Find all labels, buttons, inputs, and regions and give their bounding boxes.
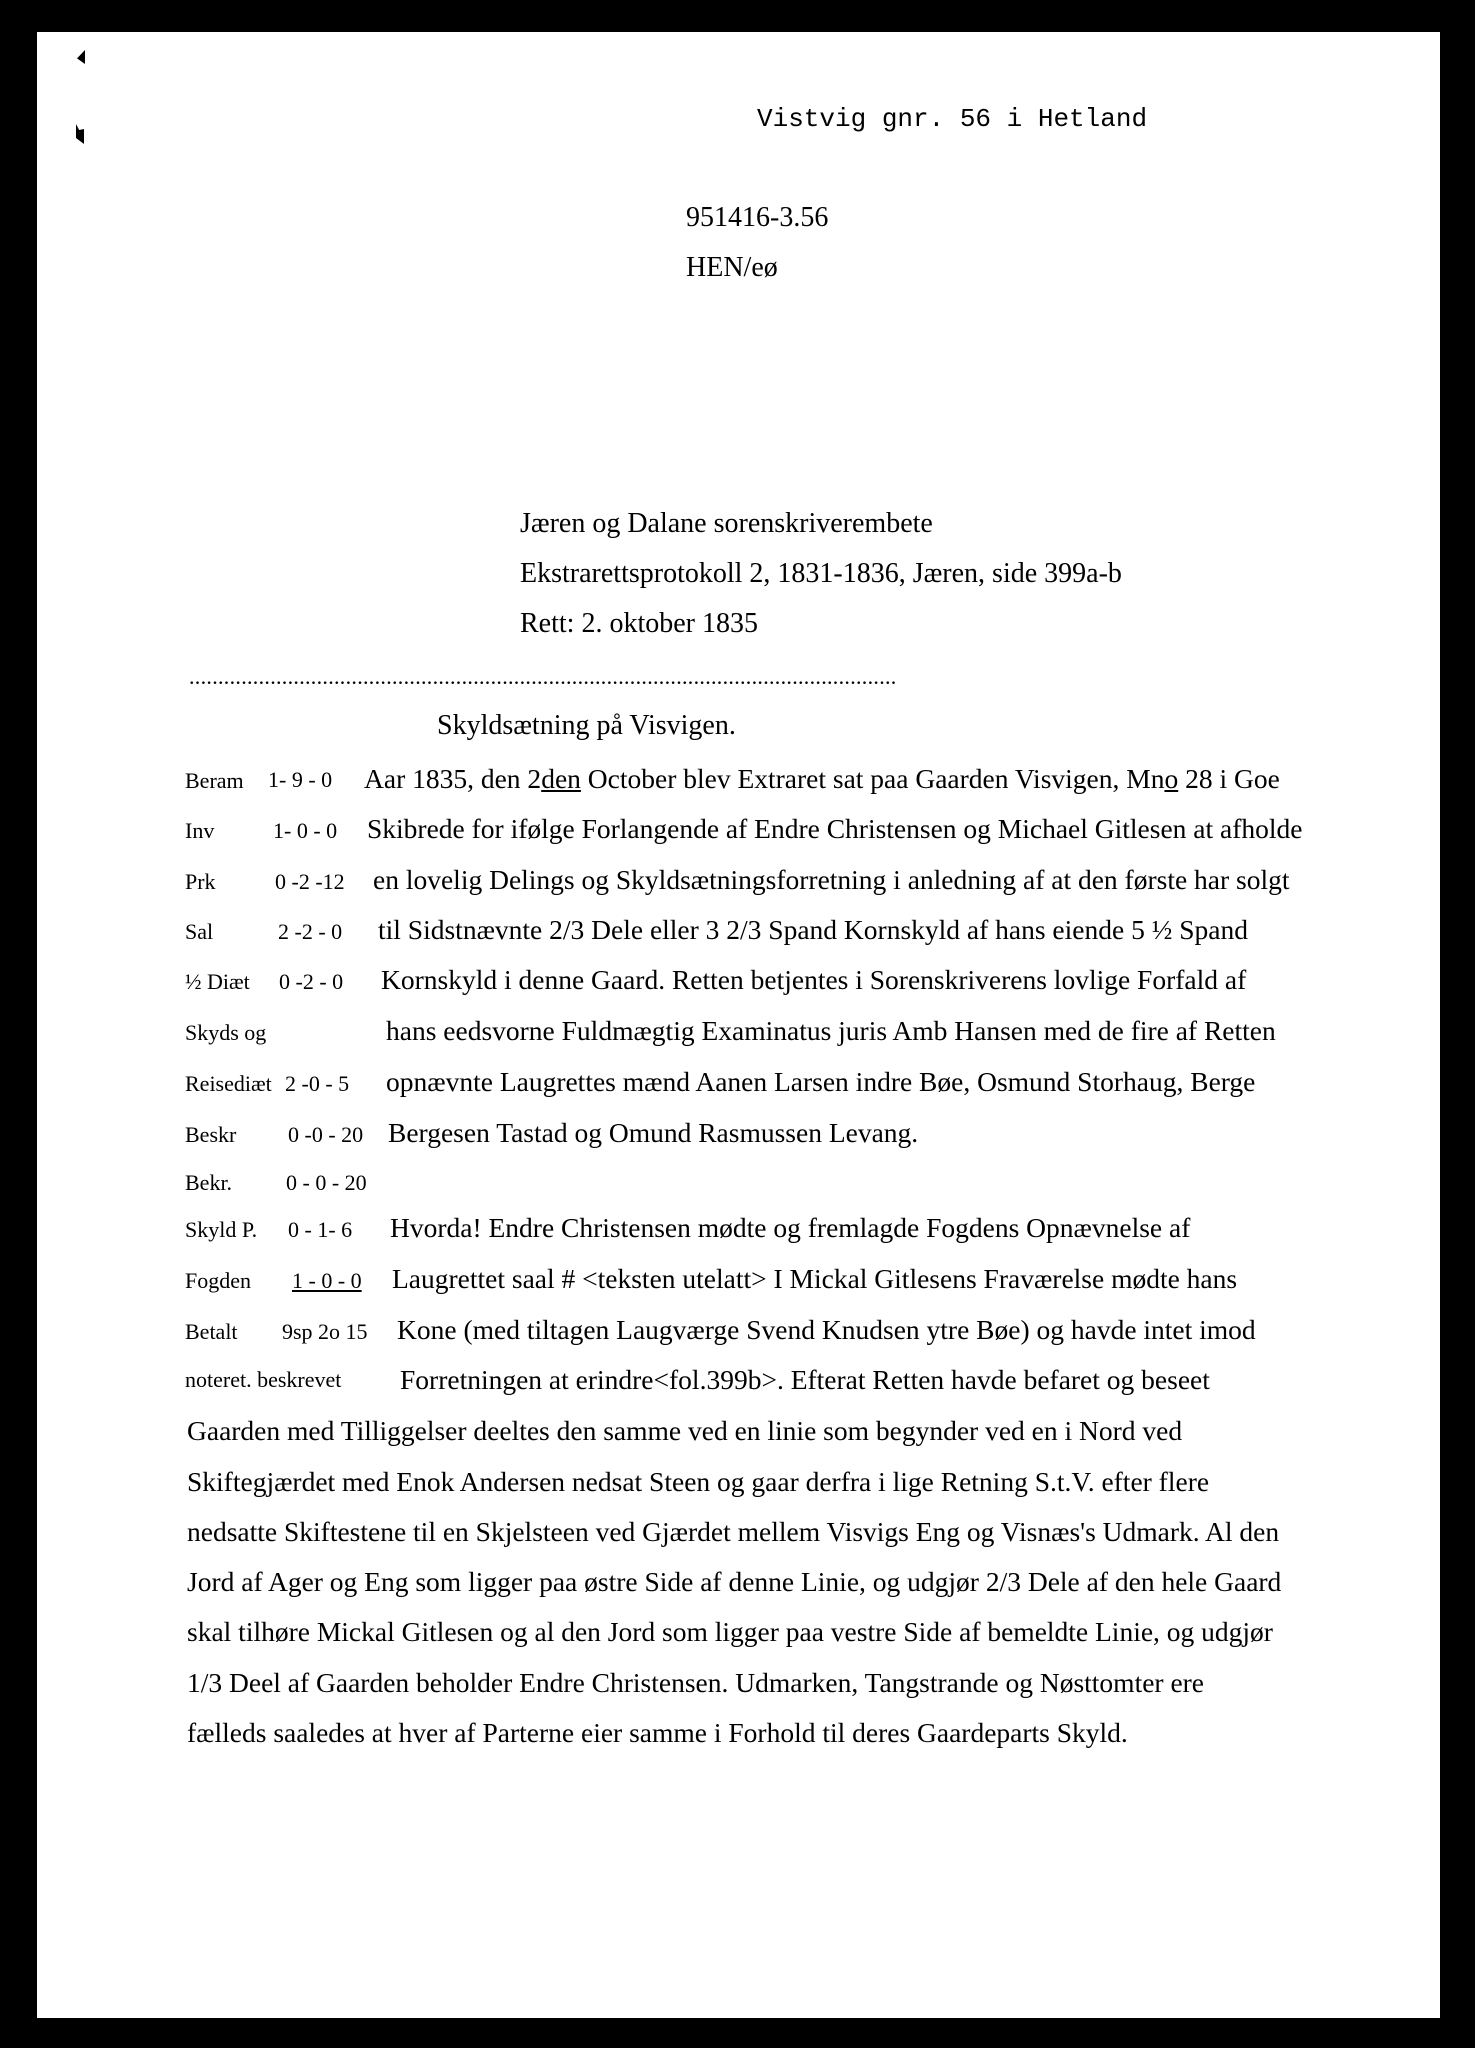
ledger-label: Fogden xyxy=(185,1268,251,1293)
separator: .......................................................................................................................... xyxy=(189,664,897,689)
ledger-value: 2 -2 - 0 xyxy=(278,919,343,944)
page-title: Vistvig gnr. 56 i Hetland xyxy=(757,104,1148,134)
body-line: Hvorda! Endre Christensen mødte og fremlagde Fogdens Opnævnelse af xyxy=(390,1212,1191,1243)
ledger-label: noteret. beskrevet xyxy=(185,1367,342,1392)
ledger-label: Prk xyxy=(185,869,216,894)
body-line: nedsatte Skiftestene til en Skjelsteen ved Gjærdet mellem Visvigs Eng og Visnæs's Udmark. Al den xyxy=(187,1516,1280,1547)
ledger-label: Bekr. xyxy=(185,1170,233,1195)
ledger-value: 0 -2 -12 xyxy=(275,869,345,894)
ledger-value: 9sp 2o 15 xyxy=(282,1319,368,1344)
ledger-value: 0 - 1- 6 xyxy=(288,1217,353,1242)
ledger-value: 1- 9 - 0 xyxy=(268,767,333,792)
ledger-value: 1 - 0 - 0 xyxy=(292,1268,362,1293)
body-line: fælleds saaledes at hver af Parterne eier samme i Forhold til deres Gaardeparts Skyld. xyxy=(187,1717,1128,1748)
body-line: Skibrede for ifølge Forlangende af Endre Christensen og Michael Gitlesen at afholde xyxy=(367,813,1303,844)
body-line: skal tilhøre Mickal Gitlesen og al den Jord som ligger paa vestre Side af bemeldte Linie, og udgjør xyxy=(187,1616,1273,1647)
ledger-label: Beskr xyxy=(185,1122,237,1147)
source-protocol: Ekstrarettsprotokoll 2, 1831-1836, Jæren, side 399a-b xyxy=(520,558,1122,589)
ledger-value: 0 - 0 - 20 xyxy=(286,1170,367,1195)
body-line: opnævnte Laugrettes mænd Aanen Larsen indre Bøe, Osmund Storhaug, Berge xyxy=(386,1066,1256,1097)
body-line: Jord af Ager og Eng som ligger paa østre Side af denne Linie, og udgjør 2/3 Dele af den hele Gaard xyxy=(187,1566,1282,1597)
ref-initials: HEN/eø xyxy=(686,252,778,283)
body-line: til Sidstnævnte 2/3 Dele eller 3 2/3 Spand Kornskyld af hans eiende 5 ½ Spand xyxy=(378,914,1248,945)
ledger-label: Inv xyxy=(185,818,215,843)
ledger-label: Reisediæt xyxy=(185,1071,272,1096)
source-office: Jæren og Dalane sorenskriverembete xyxy=(520,508,933,539)
body-line: Gaarden med Tilliggelser deeltes den samme ved en linie som begynder ved en i Nord ved xyxy=(187,1415,1183,1446)
section-heading: Skyldsætning på Visvigen. xyxy=(437,710,736,741)
source-court-date: Rett: 2. oktober 1835 xyxy=(520,608,758,639)
body-line: Aar 1835, den 2den October blev Extraret sat paa Gaarden Visvigen, Mno 28 i Goe xyxy=(364,763,1280,794)
body-line: Bergesen Tastad og Omund Rasmussen Levang. xyxy=(388,1117,919,1148)
ledger-value: 2 -0 - 5 xyxy=(285,1071,350,1096)
body-line: Skiftegjærdet med Enok Andersen nedsat Steen og gaar derfra i lige Retning S.t.V. efter flere xyxy=(187,1466,1210,1497)
body-line: Laugrettet saal # <teksten utelatt> I Mickal Gitlesens Fraværelse mødte hans xyxy=(392,1263,1238,1294)
ledger-label: Skyds og xyxy=(185,1020,267,1045)
ledger-label: Beram xyxy=(185,768,244,793)
body-line: Kone (med tiltagen Laugværge Svend Knudsen ytre Bøe) og havde intet imod xyxy=(397,1314,1256,1345)
body-line: Forretningen at erindre<fol.399b>. Efterat Retten havde befaret og beseet xyxy=(400,1364,1210,1395)
ledger-label: ½ Diæt xyxy=(185,969,250,994)
ledger-label: Sal xyxy=(185,919,214,944)
body-line: en lovelig Delings og Skyldsætningsforretning i anledning af at den første har solgt xyxy=(373,864,1290,895)
ledger-value: 0 -0 - 20 xyxy=(288,1122,364,1147)
ledger-value: 1- 0 - 0 xyxy=(273,818,338,843)
ref-number: 951416-3.56 xyxy=(686,202,829,233)
ledger-label: Skyld P. xyxy=(185,1217,258,1242)
ledger-label: Betalt xyxy=(185,1319,238,1344)
body-line: Kornskyld i denne Gaard. Retten betjentes i Sorenskriverens lovlige Forfald af xyxy=(381,964,1247,995)
body-line: hans eedsvorne Fuldmægtig Examinatus juris Amb Hansen med de fire af Retten xyxy=(386,1015,1276,1046)
ledger-value: 0 -2 - 0 xyxy=(279,969,344,994)
body-line: 1/3 Deel af Gaarden beholder Endre Christensen. Udmarken, Tangstrande og Nøsttomter ere xyxy=(187,1667,1205,1698)
